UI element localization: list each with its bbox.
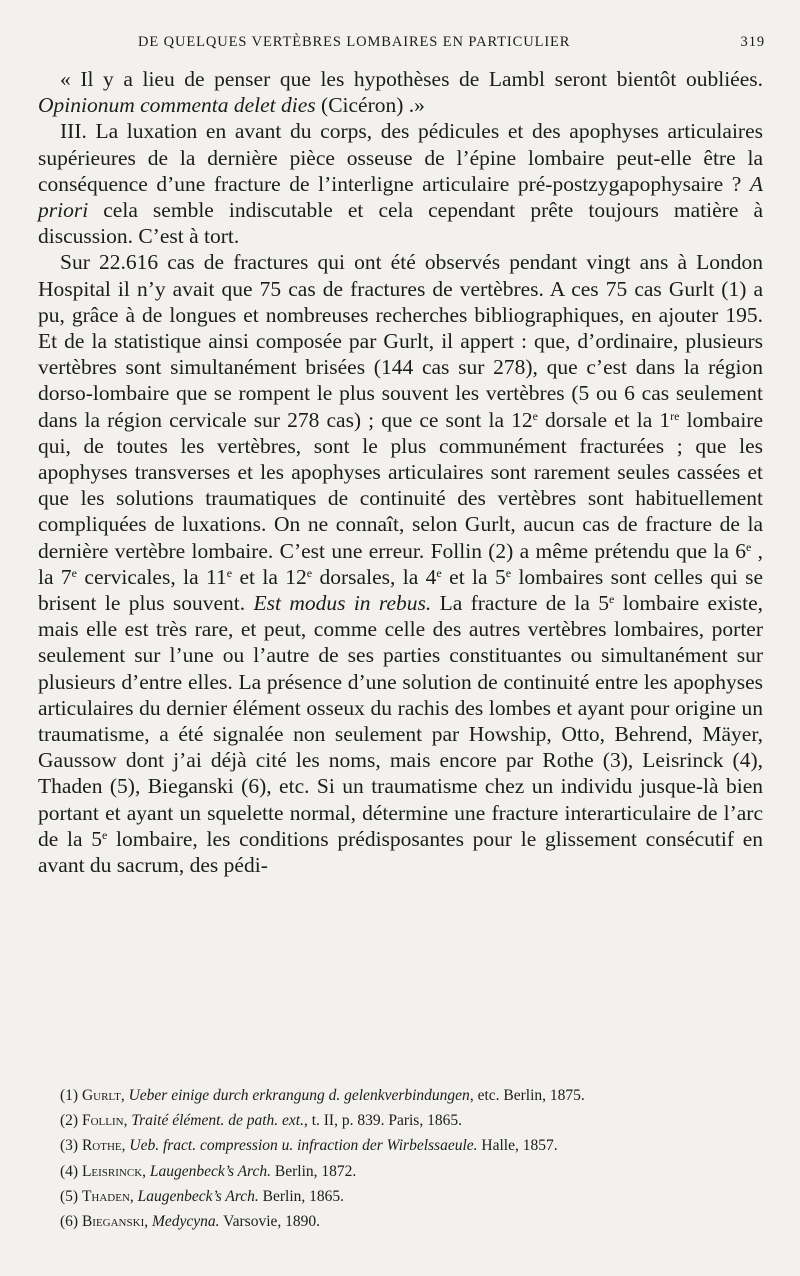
footnote: [38, 1083, 765, 1108]
footnote-details: Berlin, 1872.: [271, 1162, 357, 1180]
superscript: e: [101, 827, 108, 842]
text-run: lombaires sont celles qui se brisent le plus souvent.: [38, 564, 763, 616]
footnote-title: Ueb. fract. compression u. infraction der Wirbelssaeule.: [129, 1137, 478, 1155]
text-run: ,: [144, 1213, 152, 1231]
superscript: e: [436, 565, 442, 580]
text-run: dorsales, la 4: [312, 564, 437, 589]
footnote-title: Medycyna.: [151, 1213, 220, 1231]
paragraph-statistics: [38, 249, 763, 878]
footnote-title: Traité élément. de path. ext.: [131, 1112, 304, 1130]
text-run: lombaire existe, mais elle est très rare, et peut, comme celle des autres vertèbres lombaires, porter seulement sur l’une ou l’autre de ses parties constituantes ou simultanément sur plusieurs d’entre elles. La présence d’une solution de continuité entre les apophyses articulaires du dernier élément osseux du rachis des lombes et ayant pour origine un traumatisme, a été signalée non seulement par Howship, Otto, Behrend, Mäyer, Gaussow dont j’ai déjà cité les noms, mais encore par Rothe (3), Leisrinck (4), Thaden (5), Bieganski (6), etc. Si un traumatisme chez un individu jusque-là bien portant et ayant un squelette normal, détermine une fracture interarticulaire de l’arc de la 5: [38, 591, 763, 851]
footnote-number: (5): [60, 1187, 82, 1205]
page-number: 319: [740, 34, 765, 50]
footnote: [38, 1159, 765, 1184]
italic-run: Opinionum commenta delet dies: [38, 93, 316, 118]
text-run: ,: [123, 1112, 132, 1130]
footnote-details: , etc. Berlin, 1875.: [469, 1087, 585, 1104]
text-run: cervicales, la 11: [77, 564, 227, 589]
text-run: ,: [121, 1137, 130, 1155]
text-run: III. La luxation en avant du corps, des pédicules et des apophyses articulaires supérieures de la dernière pièce osseuse de l’épine lombaire peut-elle être la conséquence d’une fracture de l’interligne articulaire pré-postzygapophysaire ?: [38, 119, 763, 196]
paragraph-section-iii: [38, 118, 763, 249]
footnote-number: (1): [60, 1087, 82, 1104]
text-run: ,: [120, 1087, 129, 1104]
superscript: e: [71, 565, 77, 580]
footnote-title: Laugenbeck’s Arch.: [149, 1162, 272, 1180]
footnote-title: Ueber einige durch erkrangung d. gelenkverbindungen: [128, 1087, 470, 1104]
superscript: e: [306, 565, 313, 580]
footnote-author: Gurlt: [81, 1087, 121, 1104]
superscript: e: [226, 565, 233, 580]
italic-run: A priori: [38, 171, 763, 223]
text-run: ,: [142, 1162, 150, 1180]
text-run: lombaire qui, de toutes les vertèbres, sont le plus communément fracturées ; que les apophyses transverses et les apophyses articulaires sont rarement seules cassées et que les solutions traumatiques de continuité des vertèbres sont habituellement compliquées de luxations. On ne connaît, selon Gurlt, aucun cas de fracture de la dernière vertèbre lombaire. C’est une erreur. Follin (2) a même prétendu que la 6: [38, 407, 763, 563]
footnote: [38, 1133, 765, 1158]
footnote-details: Varsovie, 1890.: [219, 1213, 321, 1231]
footnote-number: (2): [60, 1112, 82, 1130]
text-run: et la 5: [441, 564, 506, 589]
footnote: [38, 1209, 765, 1234]
footnote-author: Follin: [81, 1112, 124, 1130]
footnote-number: (6): [60, 1213, 82, 1231]
superscript: e: [532, 408, 538, 423]
footnote: [38, 1184, 765, 1209]
superscript: e: [609, 592, 615, 607]
footnote-details: Berlin, 1865.: [258, 1187, 345, 1205]
text-run: « Il y a lieu de penser que les hypothèses de Lambl seront bientôt oubliées.: [60, 67, 763, 91]
footnote-author: Bieganski: [81, 1213, 145, 1231]
paragraph-quote: [38, 66, 763, 118]
text-run: cela semble indiscutable et cela cependant prête toujours matière à discussion. C’est à tort.: [38, 198, 763, 249]
footnote-author: Leisrinck: [81, 1162, 143, 1180]
superscript: e: [505, 565, 512, 580]
running-header: [40, 34, 765, 56]
footnote-number: (4): [60, 1162, 82, 1180]
footnote-details: Halle, 1857.: [477, 1137, 558, 1155]
text-run: lombaire, les conditions prédisposantes pour le glissement consécutif en avant du sacrum, des pédi-: [38, 826, 763, 878]
footnote-number: (3): [60, 1137, 82, 1155]
body-text: [38, 66, 763, 878]
footnote: [38, 1108, 765, 1133]
text-run: Sur 22.616 cas de fractures qui ont été observés pendant vingt ans à London Hospital il n’y avait que 75 cas de fractures de vertèbres. A ces 75 cas Gurlt (1) a pu, grâce à de longues et nombreuses recherches bibliographiques, en ajouter 195. Et de la statistique ainsi composée par Gurlt, il appert : que, d’ordinaire, plusieurs vertèbres sont simultanément brisées (144 cas sur 278), que c’est dans la région dorso-lombaire que se rompent le plus souvent les vertèbres (5 ou 6 cas seulement dans la région cervicale sur 278 cas) ; que ce sont la 12: [38, 250, 763, 432]
text-run: , la 7: [38, 538, 763, 589]
text-run: La fracture de la 5: [431, 591, 610, 616]
footnote-title: Laugenbeck’s Arch.: [137, 1187, 259, 1205]
footnote-author: Rothe: [81, 1137, 122, 1155]
superscript: re: [670, 408, 680, 423]
footnotes: [38, 1083, 765, 1234]
footnote-author: Thaden: [81, 1187, 130, 1205]
text-run: ,: [129, 1187, 138, 1205]
running-title: DE QUELQUES VERTÈBRES LOMBAIRES EN PARTICULIER: [138, 34, 571, 50]
superscript: e: [745, 539, 752, 554]
footnote-details: , t. II, p. 839. Paris, 1865.: [303, 1112, 462, 1130]
text-run: (Cicéron) .»: [315, 93, 425, 118]
text-run: dorsale et la 1: [537, 407, 671, 432]
italic-run: Est modus in rebus.: [253, 591, 432, 616]
text-run: et la 12: [232, 564, 307, 589]
